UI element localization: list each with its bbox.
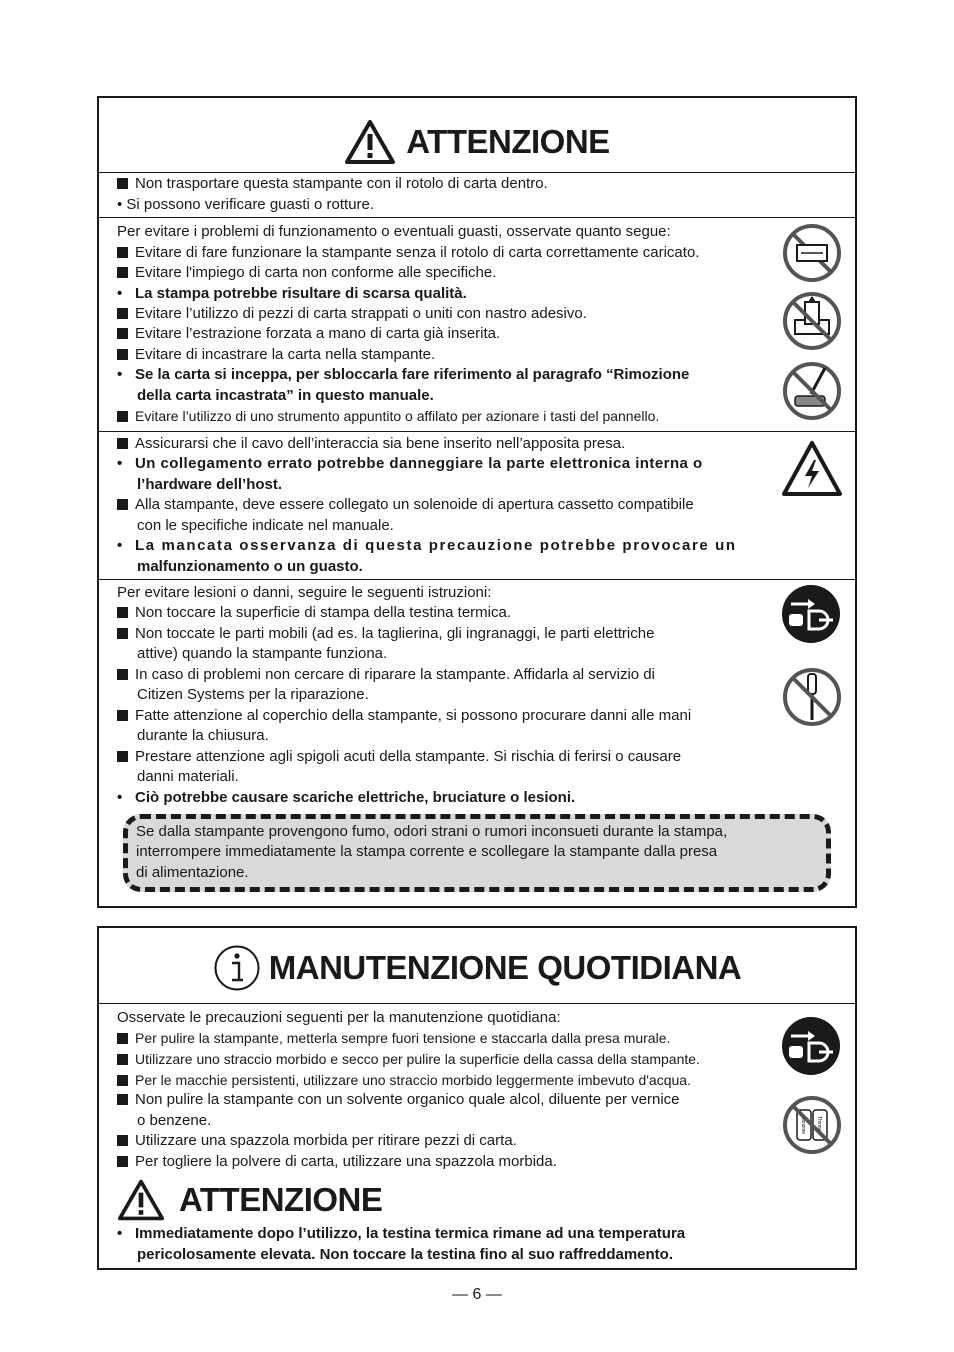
list-item: Per pulire la stampante, metterla sempre fuori tensione e staccarla dalla presa murale. bbox=[117, 1028, 670, 1048]
list-item: • Se la carta si inceppa, per sbloccarla fare riferimento al paragrafo “Rimozione bbox=[117, 366, 690, 383]
list-item: Per le macchie persistenti, utilizzare uno straccio morbido leggermente imbevuto d'acqua. bbox=[117, 1070, 691, 1090]
maintenance-intro: Osservate le precauzioni seguenti per la manutenzione quotidiana: bbox=[117, 1009, 561, 1026]
warning-triangle-icon bbox=[117, 1178, 165, 1222]
attention-box bbox=[97, 96, 857, 908]
divider bbox=[99, 172, 855, 173]
block4-intro: Per evitare lesioni o danni, seguire le seguenti istruzioni: bbox=[117, 584, 492, 601]
list-item: Utilizzare uno straccio morbido e secco per pulire la superficie della cassa della stampante. bbox=[117, 1049, 700, 1069]
divider bbox=[99, 431, 855, 432]
list-item-continuation: durante la chiusura. bbox=[137, 727, 269, 744]
block2-intro: Per evitare i problemi di funzionamento o eventuali guasti, osservate quanto segue: bbox=[117, 223, 671, 240]
list-item: Evitare l’utilizzo di uno strumento appuntito o affilato per azionare i tasti del pannello. bbox=[117, 406, 659, 426]
list-item-continuation: Citizen Systems per la riparazione. bbox=[137, 686, 369, 703]
list-item: • Ciò potrebbe causare scariche elettriche, bruciature o lesioni. bbox=[117, 789, 576, 806]
list-item-continuation: l’hardware dell’host. bbox=[137, 476, 283, 493]
list-item: Non trasportare questa stampante con il rotolo di carta dentro. bbox=[117, 174, 548, 194]
list-item: Evitare l’estrazione forzata a mano di carta già inserita. bbox=[117, 324, 500, 344]
list-item: Evitare l'impiego di carta non conforme alle specifiche. bbox=[117, 263, 496, 283]
no-paper-roll-icon bbox=[781, 222, 843, 284]
list-item-continuation: pericolosamente elevata. Non toccare la testina fino al suo raffreddamento. bbox=[137, 1246, 673, 1263]
attention-header bbox=[99, 112, 855, 172]
list-item-continuation: attive) quando la stampante funziona. bbox=[137, 645, 388, 662]
unplug-icon bbox=[781, 1016, 841, 1076]
maintenance-title: MANUTENZIONE QUOTIDIANA bbox=[268, 949, 742, 986]
list-item: In caso di problemi non cercare di riparare la stampante. Affidarla al servizio di bbox=[117, 665, 655, 685]
list-item: Non toccare la superficie di stampa della testina termica. bbox=[117, 603, 511, 623]
can-label: Benzine bbox=[800, 1116, 806, 1135]
page-number: — 6 — bbox=[452, 1286, 502, 1303]
can-label: Thinner bbox=[816, 1116, 822, 1133]
list-item: Assicurarsi che il cavo dell’interaccia sia bene inserito nell’apposita presa. bbox=[117, 434, 625, 454]
list-item: Prestare attenzione agli spigoli acuti della stampante. Si rischia di ferirsi o causare bbox=[117, 747, 681, 767]
list-item: Alla stampante, deve essere collegato un solenoide di apertura cassetto compatibile bbox=[117, 495, 694, 515]
electric-shock-warning-icon bbox=[781, 440, 843, 498]
list-item: Fatte attenzione al coperchio della stampante, si possono procurare danni alle mani bbox=[117, 706, 691, 726]
list-item: Evitare di fare funzionare la stampante senza il rotolo di carta correttamente caricato. bbox=[117, 243, 699, 263]
warning-triangle-icon bbox=[344, 119, 396, 165]
list-item: • La stampa potrebbe risultare di scarsa qualità. bbox=[117, 285, 467, 302]
list-item-continuation: o benzene. bbox=[137, 1112, 212, 1129]
divider bbox=[99, 217, 855, 218]
list-item-continuation: con le specifiche indicate nel manuale. bbox=[137, 517, 394, 534]
divider bbox=[99, 1003, 855, 1004]
list-item: • Un collegamento errato potrebbe danneggiare la parte elettronica interna o bbox=[117, 455, 703, 472]
list-item-continuation: malfunzionamento o un guasto. bbox=[137, 558, 363, 575]
list-item: • Immediatamente dopo l’utilizzo, la testina termica rimane ad una temperatura bbox=[117, 1225, 686, 1242]
info-icon bbox=[213, 944, 261, 992]
notice-line: di alimentazione. bbox=[136, 864, 249, 881]
list-item: • La mancata osservanza di questa precauzione potrebbe provocare un bbox=[117, 537, 737, 554]
no-solvents-icon bbox=[781, 1094, 843, 1156]
notice-line: Se dalla stampante provengono fumo, odori strani o rumori inconsueti durante la stampa, bbox=[136, 823, 728, 840]
list-item: Non pulire la stampante con un solvente organico quale alcol, diluente per vernice bbox=[117, 1090, 680, 1110]
attention-title: ATTENZIONE bbox=[406, 123, 610, 160]
no-sharp-tool-icon bbox=[781, 360, 843, 422]
maintenance-header bbox=[99, 938, 855, 998]
list-item: Utilizzare una spazzola morbida per ritirare pezzi di carta. bbox=[117, 1131, 517, 1151]
divider bbox=[99, 579, 855, 580]
attention-subtitle: ATTENZIONE bbox=[179, 1181, 383, 1218]
no-pulling-paper-icon bbox=[781, 290, 843, 352]
smoke-notice bbox=[123, 814, 831, 892]
list-item-continuation: della carta incastrata” in questo manuale. bbox=[137, 387, 434, 404]
list-item: • Si possono verificare guasti o rotture. bbox=[117, 196, 375, 213]
list-item: Per togliere la polvere di carta, utilizzare una spazzola morbida. bbox=[117, 1152, 557, 1172]
notice-line: interrompere immediatamente la stampa corrente e scollegare la stampante dalla presa bbox=[136, 843, 718, 860]
maintenance-box bbox=[97, 926, 857, 1270]
list-item-continuation: danni materiali. bbox=[137, 768, 239, 785]
attention-subheader bbox=[117, 1174, 382, 1226]
no-disassembly-icon bbox=[781, 666, 843, 728]
list-item: Evitare di incastrare la carta nella stampante. bbox=[117, 345, 435, 365]
unplug-icon bbox=[781, 584, 841, 644]
list-item: Evitare l’utilizzo di pezzi di carta strappati o uniti con nastro adesivo. bbox=[117, 304, 587, 324]
list-item: Non toccate le parti mobili (ad es. la taglierina, gli ingranaggi, le parti elettriche bbox=[117, 624, 654, 644]
